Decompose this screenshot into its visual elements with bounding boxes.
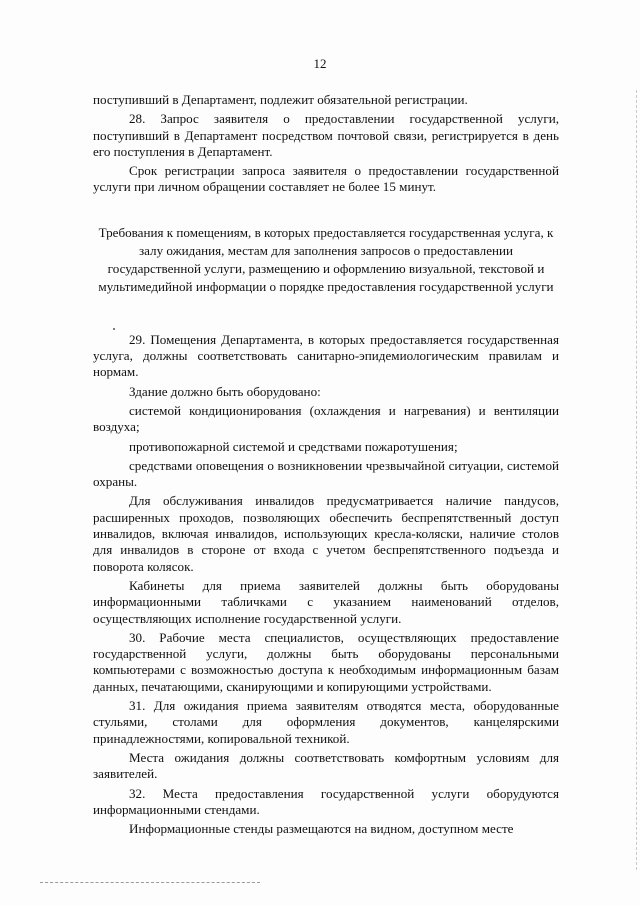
paragraph: Информационные стенды размещаются на видном, доступном месте <box>129 821 514 837</box>
paragraph: 30. Рабочие места специалистов, осуществляющих предоставление государственной услуги, должны быть оборудованы персональными компьютерами с возможностью доступа к необходимым информационным базам данных, печатающими, сканирующими и копирующими устройствами. <box>93 629 559 694</box>
section-heading: Требования к помещениям, в которых предоставляется государственная услуга, к залу ожидания, местам для заполнения запросов о предоставлении государственной услуги, размещению и оформлению визуальной, текстовой и мультимедийной информации о порядке предоставления государственной услуги <box>98 224 554 294</box>
paragraph: противопожарной системой и средствами пожаротушения; <box>129 438 458 454</box>
paragraph: Места ожидания должны соответствовать комфортным условиям для заявителей. <box>93 749 559 782</box>
paragraph: 29. Помещения Департамента, в которых предоставляется государственная услуга, должны соответствовать санитарно-эпидемиологическим правилам и нормам. <box>93 331 559 380</box>
paragraph: 31. Для ожидания приема заявителям отводятся места, оборудованные стульями, столами для оформления документов, канцелярскими принадлежностями, копировальной техникой. <box>93 698 559 746</box>
paragraph: Для обслуживания инвалидов предусматривается наличие пандусов, расширенных проходов, позволяющих обеспечить беспрепятственный доступ инвалидов, включая инвалидов, использующих кресла-коляски, наличие столов для инвалидов в стороне от входа с учетом беспрепятственного подъезда и поворота колясок. <box>93 493 559 574</box>
paragraph: Кабинеты для приема заявителей должны быть оборудованы информационными табличками с указанием наименований отделов, осуществляющих исполнение государственной услуги. <box>93 577 559 626</box>
paragraph: системой кондиционирования (охлаждения и нагревания) и вентиляции воздуха; <box>93 402 559 435</box>
scan-edge-right <box>635 90 637 870</box>
scan-speck <box>113 328 115 330</box>
paragraph: 28. Запрос заявителя о предоставлении государственной услуги, поступивший в Департамент посредством почтовой связи, регистрируется в день его поступления в Департамент. <box>93 111 559 159</box>
paragraph: средствами оповещения о возникновении чрезвычайной ситуации, системой охраны. <box>93 457 559 490</box>
scan-edge-bottom <box>40 882 260 883</box>
paragraph: Срок регистрации запроса заявителя о предоставлении государственной услуги при личном обращении составляет не более 15 минут. <box>93 163 559 195</box>
paragraph: Здание должно быть оборудовано: <box>129 383 321 399</box>
paragraph: 32. Места предоставления государственной услуги оборудуются информационными стендами. <box>93 785 559 817</box>
document-body <box>93 92 559 840</box>
page-number: 12 <box>313 56 327 71</box>
paragraph: поступивший в Департамент, подлежит обязательной регистрации. <box>93 92 468 107</box>
